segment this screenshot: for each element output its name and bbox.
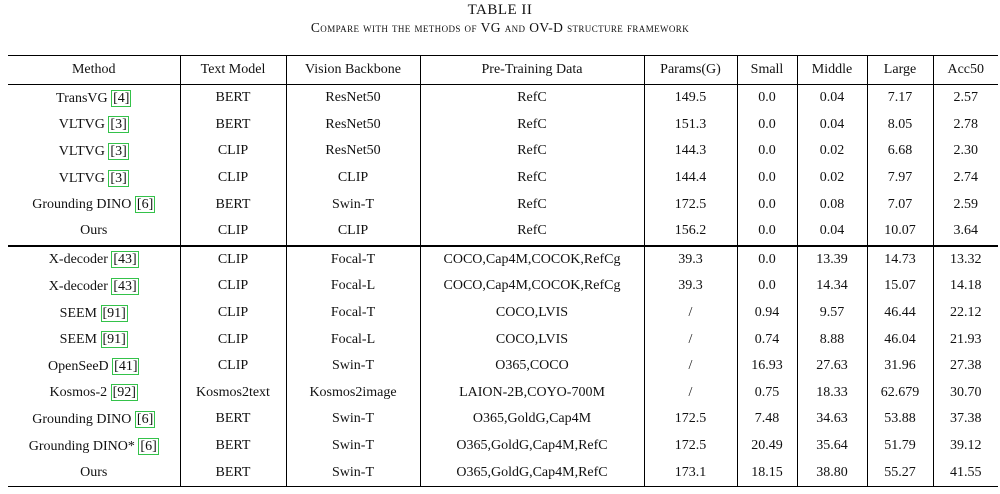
cell-large: 53.88 [867,406,933,433]
cell-vision-backbone: CLIP [286,218,420,246]
method-name: Ours [80,464,108,480]
table-row [8,218,998,246]
cell-large: 15.07 [867,273,933,300]
cell-text-model: BERT [180,406,286,433]
cell-middle: 9.57 [797,300,867,327]
cell-params: / [644,300,737,327]
cell-small: 0.0 [737,191,797,218]
cell-large: 7.97 [867,165,933,192]
method-name: Ours [80,223,108,239]
cell-small: 20.49 [737,433,797,460]
cell-vision-backbone: Focal-L [286,273,420,300]
cell-small: 0.0 [737,246,797,274]
method-name: Kosmos-2 [49,385,108,401]
cell-text-model: BERT [180,433,286,460]
table-row [8,459,998,486]
cell-text-model: CLIP [180,300,286,327]
cell-middle: 18.33 [797,380,867,407]
cell-large: 8.05 [867,112,933,139]
cell-method [8,112,180,139]
cell-acc50: 39.12 [950,438,982,454]
cell-params: 156.2 [644,218,737,246]
col-header-large: Large [867,56,933,85]
title-part-3: structure framework [563,20,690,35]
cell-middle: 35.64 [797,433,867,460]
cell-pretraining-data: O365,COCO [420,353,644,380]
table-row [8,246,998,274]
table-row [8,165,998,192]
cell-pretraining-data: RefC [420,138,644,165]
method-name: VLTVG [58,117,105,133]
cell-acc50: 41.55 [933,459,998,486]
table-row [8,433,998,460]
cell-large: 6.68 [867,138,933,165]
cell-middle: 13.39 [797,246,867,274]
method-name: OpenSeeD [48,358,109,374]
cell-pretraining-data: COCO,Cap4M,COCOK,RefCg [420,273,644,300]
table-row [8,138,998,165]
header-row [8,56,998,85]
method-name: X-decoder [48,278,108,294]
cell-small: 16.93 [737,353,797,380]
title-part-2: and [500,20,530,35]
cell-acc50: 27.38 [950,358,982,374]
cell-acc50: 14.18 [950,278,982,294]
cell-large: 14.73 [867,246,933,274]
col-header-acc50: Acc50 [947,62,985,77]
cell-params: 172.5 [644,191,737,218]
cell-acc50: 3.64 [953,223,978,239]
citation-link[interactable]: [91] [102,332,126,348]
cell-method [8,380,180,407]
citation-link[interactable]: [3] [110,117,127,133]
citation-link[interactable]: [43] [113,252,137,268]
cell-method [8,85,180,112]
citation-link[interactable]: [3] [110,143,127,159]
cell-text-model: CLIP [180,273,286,300]
cell-params: 173.1 [644,459,737,486]
cell-acc50: 2.74 [953,170,978,186]
table-row [8,326,998,353]
cell-pretraining-data: COCO,LVIS [420,326,644,353]
cell-params: 144.3 [644,138,737,165]
cell-middle: 0.04 [797,85,867,112]
cell-params: 172.5 [644,406,737,433]
cell-vision-backbone: Swin-T [286,433,420,460]
method-name: VLTVG [58,170,105,186]
col-header-method: Method [8,56,180,85]
citation-link[interactable]: [6] [136,197,154,213]
cell-middle: 0.02 [797,138,867,165]
citation-link[interactable]: [3] [110,170,127,186]
cell-pretraining-data: O365,GoldG,Cap4M [420,406,644,433]
cell-middle: 0.02 [797,165,867,192]
cell-params: / [644,353,737,380]
col-header-vision-backbone: Vision Backbone [286,56,420,85]
table-row [8,191,998,218]
cell-small: 0.0 [737,218,797,246]
table-title [0,20,1000,36]
table-row [8,85,998,112]
cell-middle: 38.80 [797,459,867,486]
cell-middle: 8.88 [797,326,867,353]
citation-link[interactable]: [6] [140,438,157,454]
table-body [8,85,998,487]
cell-pretraining-data: O365,GoldG,Cap4M,RefC [420,433,644,460]
cell-params: 149.5 [644,85,737,112]
cell-pretraining-data: COCO,Cap4M,COCOK,RefCg [420,246,644,274]
cell-text-model: BERT [180,85,286,112]
cell-small: 0.74 [737,326,797,353]
method-name: SEEM [59,332,97,348]
cell-large: 7.17 [867,85,933,112]
cell-method [8,138,180,165]
cell-middle: 0.04 [797,218,867,246]
cell-method [8,326,180,353]
method-name: X-decoder [48,252,108,268]
col-header-text-model: Text Model [180,56,286,85]
cell-large: 62.679 [867,380,933,407]
cell-acc50: 2.78 [953,116,978,132]
cell-pretraining-data: RefC [420,165,644,192]
title-vg: VG [480,20,501,35]
cell-vision-backbone: Focal-L [286,326,420,353]
table-row [8,380,998,407]
cell-acc50: 21.93 [950,331,982,347]
cell-acc50: 37.38 [950,411,982,427]
cell-acc50: 30.70 [950,384,982,400]
cell-params: / [644,380,737,407]
cell-pretraining-data: COCO,LVIS [420,300,644,327]
cell-vision-backbone: Swin-T [286,459,420,486]
cell-vision-backbone: Swin-T [286,353,420,380]
comparison-table [8,55,998,487]
title-part-1: Compare with the methods of [310,20,481,35]
cell-large: 46.44 [867,300,933,327]
cell-method [8,191,180,218]
cell-text-model: CLIP [180,218,286,246]
method-name: Grounding DINO* [28,438,135,454]
cell-pretraining-data: RefC [420,191,644,218]
cell-method [8,433,180,460]
title-ovd: OV-D [529,20,564,35]
cell-text-model: Kosmos2text [180,380,286,407]
table-row [8,112,998,139]
cell-large: 46.04 [867,326,933,353]
cell-method [8,165,180,192]
cell-text-model: BERT [180,459,286,486]
citation-link[interactable]: [91] [102,305,126,321]
citation-link[interactable]: [92] [112,385,136,401]
col-header-small: Small [737,56,797,85]
cell-small: 0.0 [737,138,797,165]
method-name: Grounding DINO [32,411,132,427]
col-header-params: Params(G) [644,56,737,85]
cell-pretraining-data: O365,GoldG,Cap4M,RefC [420,459,644,486]
table-label: TABLE II [467,2,533,18]
citation-link[interactable]: [4] [113,90,130,106]
cell-text-model: CLIP [180,326,286,353]
cell-pretraining-data: RefC [420,112,644,139]
cell-vision-backbone: CLIP [286,165,420,192]
cell-large: 31.96 [867,353,933,380]
cell-params: 172.5 [644,433,737,460]
cell-acc50: 2.59 [953,196,978,212]
cell-small: 0.94 [737,300,797,327]
cell-method [8,300,180,327]
col-header-pretraining-data: Pre-Training Data [420,56,644,85]
cell-method [8,218,180,246]
cell-text-model: BERT [180,191,286,218]
cell-params: 144.4 [644,165,737,192]
cell-method [8,406,180,433]
citation-link[interactable]: [41] [114,358,138,374]
cell-small: 0.75 [737,380,797,407]
cell-pretraining-data: RefC [420,85,644,112]
cell-vision-backbone: Kosmos2image [286,380,420,407]
cell-params: 39.3 [644,273,737,300]
cell-params: / [644,326,737,353]
cell-acc50: 13.32 [933,246,998,274]
cell-middle: 14.34 [797,273,867,300]
cell-acc50: 2.30 [953,143,978,159]
cell-acc50: 22.12 [950,305,982,321]
cell-vision-backbone: ResNet50 [286,85,420,112]
table-row [8,300,998,327]
cell-text-model: CLIP [180,138,286,165]
method-name: VLTVG [58,143,105,159]
cell-text-model: CLIP [180,246,286,274]
cell-method [8,353,180,380]
cell-pretraining-data: RefC [420,218,644,246]
cell-large: 10.07 [867,218,933,246]
cell-small: 0.0 [737,273,797,300]
table-row [8,406,998,433]
method-name: SEEM [59,305,97,321]
cell-pretraining-data: LAION-2B,COYO-700M [420,380,644,407]
cell-small: 7.48 [737,406,797,433]
cell-large: 51.79 [867,433,933,460]
citation-link[interactable]: [43] [113,278,137,294]
cell-large: 7.07 [867,191,933,218]
col-header-middle: Middle [797,56,867,85]
citation-link[interactable]: [6] [136,411,154,427]
table-row [8,353,998,380]
cell-text-model: CLIP [180,165,286,192]
cell-method [8,459,180,486]
method-name: TransVG [56,90,108,106]
cell-small: 18.15 [737,459,797,486]
cell-acc50: 2.57 [953,90,978,106]
cell-method [8,273,180,300]
cell-middle: 0.04 [797,112,867,139]
cell-small: 0.0 [737,85,797,112]
cell-text-model: CLIP [180,353,286,380]
cell-vision-backbone: Focal-T [286,300,420,327]
cell-middle: 27.63 [797,353,867,380]
cell-small: 0.0 [737,112,797,139]
cell-vision-backbone: Focal-T [286,246,420,274]
cell-vision-backbone: ResNet50 [286,138,420,165]
table-row [8,273,998,300]
cell-small: 0.0 [737,165,797,192]
cell-middle: 0.08 [797,191,867,218]
method-name: Grounding DINO [32,197,132,213]
cell-params: 151.3 [644,112,737,139]
cell-params: 39.3 [644,246,737,274]
cell-text-model: BERT [180,112,286,139]
cell-large: 55.27 [867,459,933,486]
cell-method [8,246,180,274]
cell-middle: 34.63 [797,406,867,433]
cell-vision-backbone: ResNet50 [286,112,420,139]
cell-vision-backbone: Swin-T [286,191,420,218]
cell-vision-backbone: Swin-T [286,406,420,433]
